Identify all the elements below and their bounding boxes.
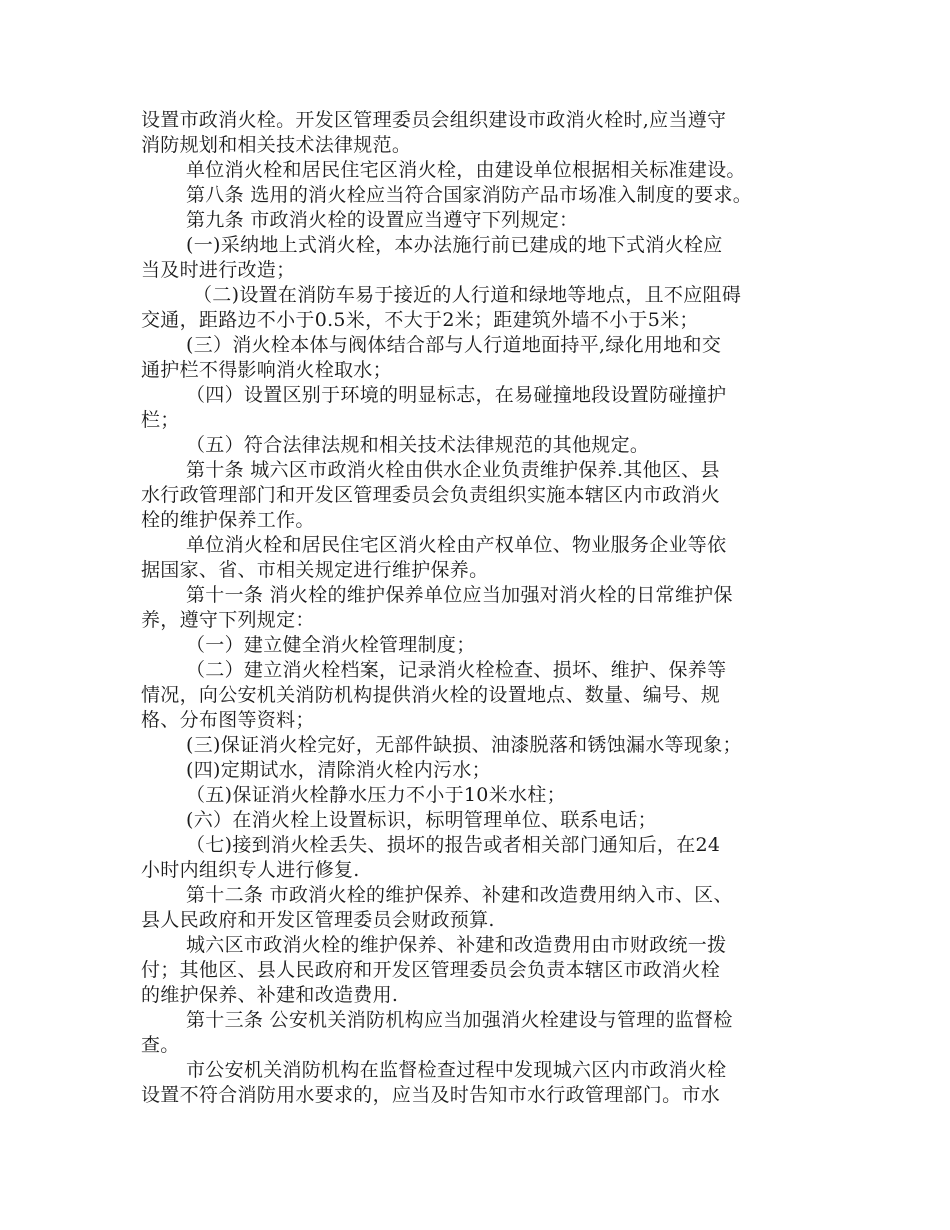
text-line: 付；其他区、县人民政府和开发区管理委员会负责本辖区市政消火栓: [141, 959, 721, 981]
text-line: （二)设置在消防车易于接近的人行道和绿地等地点，且不应阻碍: [193, 284, 742, 306]
text-line: 的维护保养、补建和改造费用.: [141, 984, 399, 1006]
text-line: 消防规划和相关技术法律规范。: [141, 134, 412, 156]
text-line: 设置不符合消防用水要求的，应当及时告知市水行政管理部门。市水: [141, 1084, 721, 1106]
article-9: 第九条 市政消火栓的设置应当遵守下列规定：: [186, 209, 579, 231]
text-line: 单位消火栓和居民住宅区消火栓，由建设单位根据相关标准建设。: [186, 159, 746, 181]
text-line: (六）在消火栓上设置标识，标明管理单位、联系电话；: [186, 809, 657, 831]
text-line: 据国家、省、市相关规定进行维护保养。: [141, 559, 489, 581]
article-11: 第十一条 消火栓的维护保养单位应当加强对消火栓的日常维护保: [186, 584, 733, 606]
text-line: （四）设置区别于环境的明显标志，在易碰撞地段设置防碰撞护: [186, 384, 727, 406]
text-line: 格、分布图等资料；: [141, 709, 315, 731]
text-line: 情况，向公安机关消防机构提供消火栓的设置地点、数量、编号、规: [141, 684, 721, 706]
text-line: 栓的维护保养工作。: [141, 509, 315, 531]
text-line: (三）消火栓本体与阀体结合部与人行道地面持平,绿化用地和交: [186, 334, 722, 356]
article-8: 第八条 选用的消火栓应当符合国家消防产品市场准入制度的要求。: [186, 184, 753, 206]
text-line: (四)定期试水，清除消火栓内污水；: [186, 759, 491, 781]
article-12: 第十二条 市政消火栓的维护保养、补建和改造费用纳入市、区、: [186, 884, 733, 906]
article-10: 第十条 城六区市政消火栓由供水企业负责维护保养.其他区、县: [186, 459, 720, 481]
text-line: （五)保证消火栓静水压力不小于10米水柱；: [186, 784, 566, 806]
text-line: (三)保证消火栓完好，无部件缺损、油漆脱落和锈蚀漏水等现象；: [186, 734, 742, 756]
text-line: （七)接到消火栓丢失、损坏的报告或者相关部门通知后，在24: [186, 834, 721, 856]
text-line: （五）符合法律法规和相关技术法律规范的其他规定。: [186, 434, 650, 456]
text-line: 养，遵守下列规定：: [141, 609, 315, 631]
text-line: 单位消火栓和居民住宅区消火栓由产权单位、物业服务企业等依: [186, 534, 727, 556]
text-line: 栏；: [141, 409, 180, 431]
text-line: 小时内组织专人进行修复.: [141, 859, 360, 881]
text-line: 通护栏不得影响消火栓取水；: [141, 359, 392, 381]
text-line: （一）建立健全消火栓管理制度；: [186, 634, 476, 656]
text-line: (一)采纳地上式消火栓，本办法施行前已建成的地下式消火栓应: [186, 234, 723, 256]
text-line: （二）建立消火栓档案，记录消火栓检查、损坏、维护、保养等: [186, 659, 727, 681]
text-line: 交通，距路边不小于0.5米，不大于2米；距建筑外墙不小于5米；: [141, 309, 699, 331]
text-line: 县人民政府和开发区管理委员会财政预算.: [141, 909, 495, 931]
article-13: 第十三条 公安机关消防机构应当加强消火栓建设与管理的监督检: [186, 1009, 733, 1031]
text-line: 市公安机关消防机构在监督检查过程中发现城六区内市政消火栓: [186, 1059, 727, 1081]
text-line: 当及时进行改造；: [141, 259, 296, 281]
text-line: 设置市政消火栓。开发区管理委员会组织建设市政消火栓时,应当遵守: [141, 109, 727, 131]
text-line: 水行政管理部门和开发区管理委员会负责组织实施本辖区内市政消火: [141, 484, 721, 506]
document-body: [141, 108, 821, 1108]
text-line: 查。: [141, 1034, 180, 1056]
text-line: 城六区市政消火栓的维护保养、补建和改造费用由市财政统一拨: [186, 934, 727, 956]
